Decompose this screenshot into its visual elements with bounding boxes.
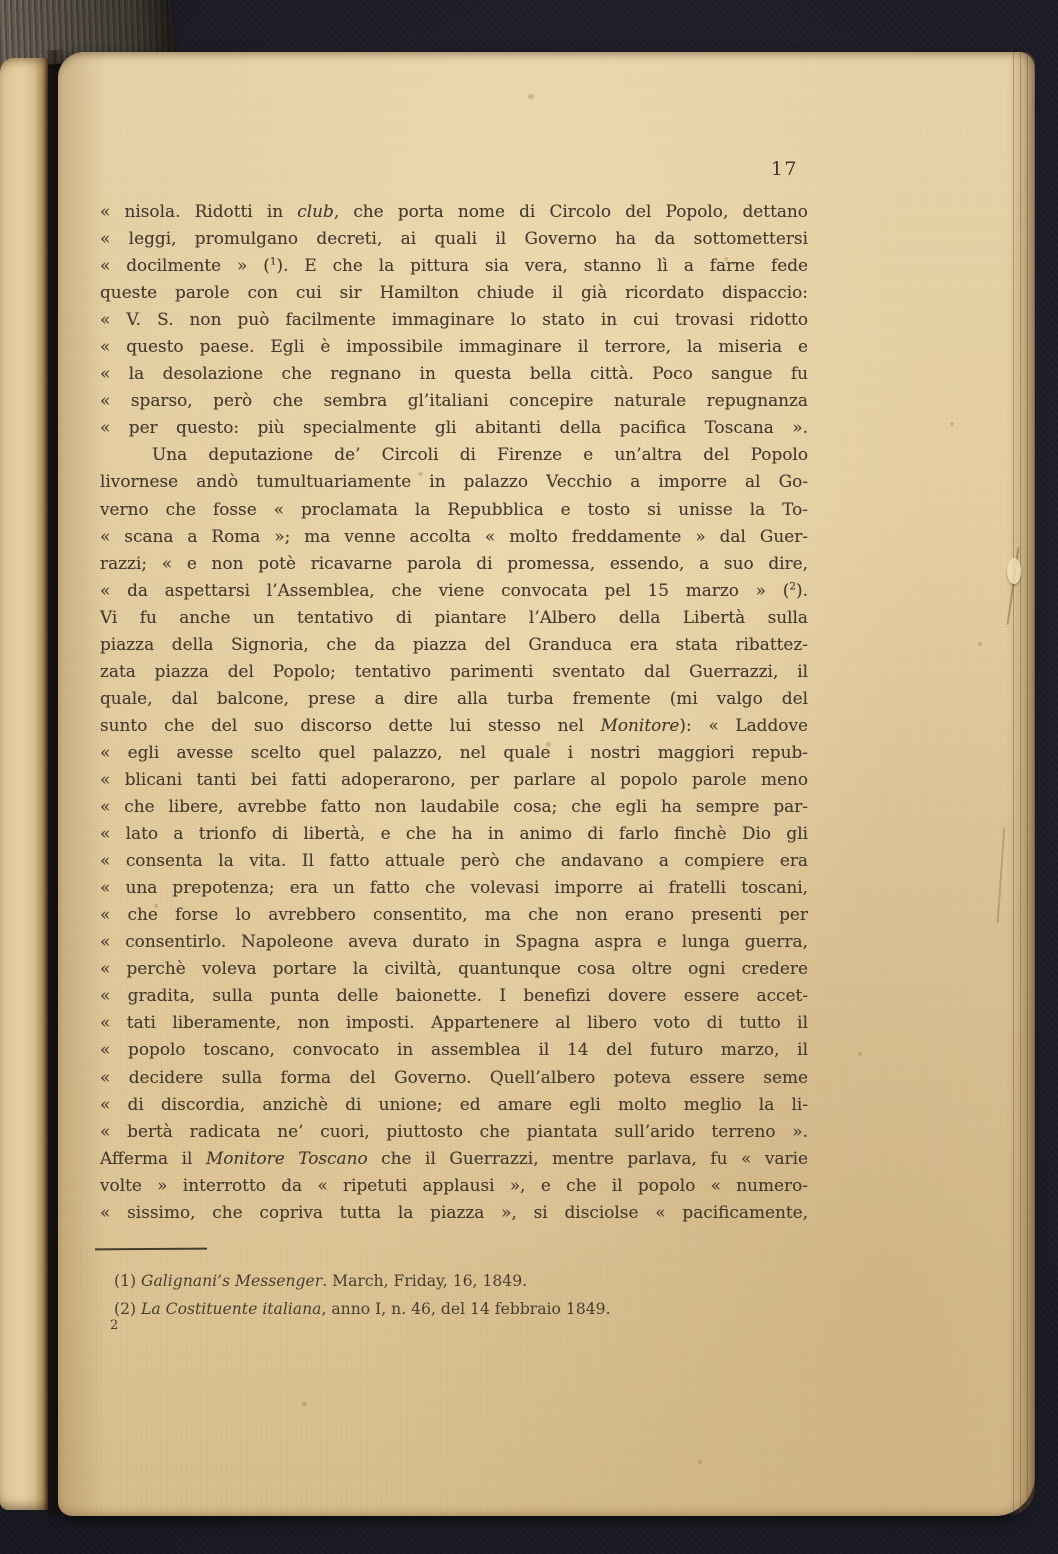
text-line: « blicani tanti bei fatti adoperarono, per parlare al popolo parole meno	[100, 768, 808, 789]
footnotes	[114, 1268, 714, 1323]
text-line: « che libere, avrebbe fatto non laudabile cosa; che egli ha sempre par-	[100, 796, 808, 817]
foxing-spot	[978, 642, 982, 646]
body-text	[100, 198, 808, 1226]
footnote-line: (2) La Costituente italiana, anno I, n. 46, del 14 febbraio 1849.	[114, 1299, 611, 1318]
page-edge-crease	[996, 827, 1004, 923]
text-line: « gradita, sulla punta delle baionette. I benefizi dovere essere accet-	[100, 985, 808, 1006]
text-line: « sparso, però che sembra gl’italiani concepire naturale repugnanza	[100, 390, 808, 411]
text-line: razzi; « e non potè ricavarne parola di promessa, essendo, a suo dire,	[100, 552, 808, 573]
text-line: Una deputazione de’ Circoli di Firenze e un’altra del Popolo	[152, 444, 808, 465]
text-line: « consentirlo. Napoleone aveva durato in Spagna aspra e lunga guerra,	[100, 931, 808, 952]
text-line: « tati liberamente, non imposti. Appartenere al libero voto di tutto il	[100, 1012, 808, 1033]
text-line: « docilmente » ($^1$). E che la pittura sia vera, stanno lì a farne fede	[100, 255, 808, 276]
text-line: verno che fosse « proclamata la Repubblica e tosto si unisse la To-	[100, 498, 808, 519]
text-line: « per questo: più specialmente gli abitanti della pacifica Toscana ».	[100, 417, 808, 438]
text-line: « sissimo, che copriva tutta la piazza », si disciolse « pacificamente,	[100, 1201, 808, 1222]
text-line: « consenta la vita. Il fatto attuale però che andavano a compiere era	[100, 850, 808, 871]
text-line: « una prepotenza; era un fatto che volevasi imporre ai fratelli toscani,	[100, 877, 808, 898]
text-line: « che forse lo avrebbero consentito, ma che non erano presenti per	[100, 904, 808, 925]
foxing-spot	[698, 1460, 702, 1464]
text-line: sunto che del suo discorso dette lui stesso nel Monitore): « Laddove	[100, 714, 808, 735]
signature-mark: 2	[110, 1318, 119, 1333]
foxing-spot	[950, 422, 954, 426]
text-line: « popolo toscano, convocato in assemblea il 14 del futuro marzo, il	[100, 1039, 808, 1060]
foxing-spot	[302, 1402, 307, 1406]
text-line: Afferma il Monitore Toscano che il Guerrazzi, mentre parlava, fu « varie	[100, 1147, 808, 1168]
text-line: « scana a Roma »; ma venne accolta « molto freddamente » dal Guer-	[100, 525, 808, 546]
text-line: « di discordia, anzichè di unione; ed amare egli molto meglio la li-	[100, 1093, 808, 1114]
adjacent-page-edge	[0, 58, 48, 1510]
text-line: queste parole con cui sir Hamilton chiude il già ricordato dispaccio:	[100, 282, 808, 303]
book-page	[58, 52, 1035, 1516]
page-edge-nick	[1007, 558, 1021, 584]
text-line: « leggi, promulgano decreti, ai quali il Governo ha da sottomettersi	[100, 228, 808, 249]
text-line: « egli avesse scelto quel palazzo, nel quale i nostri maggiori repub-	[100, 741, 808, 762]
stacked-page-edges	[1007, 52, 1035, 1516]
text-line: volte » interrotto da « ripetuti applausi », e che il popolo « numero-	[100, 1174, 808, 1195]
foxing-spot	[858, 1052, 862, 1056]
footnote-line: (1) Galignani’s Messenger. March, Friday, 16, 1849.	[114, 1272, 528, 1290]
text-line: « da aspettarsi l’Assemblea, che viene convocata pel 15 marzo » ($^2$).	[100, 579, 808, 600]
text-line: « questo paese. Egli è impossibile immaginare il terrore, la miseria e	[100, 336, 808, 357]
text-line: Vi fu anche un tentativo di piantare l’Albero della Libertà sulla	[100, 606, 808, 627]
text-line: livornese andò tumultuariamente in palazzo Vecchio a imporre al Go-	[100, 471, 808, 492]
foxing-spot	[528, 94, 534, 99]
text-line: « bertà radicata ne’ cuori, piuttosto che piantata sull’arido terreno ».	[100, 1120, 808, 1141]
text-line: zata piazza del Popolo; tentativo parimenti sventato dal Guerrazzi, il	[100, 660, 808, 681]
text-line: « V. S. non può facilmente immaginare lo stato in cui trovasi ridotto	[100, 309, 808, 330]
text-line: « lato a trionfo di libertà, e che ha in animo di farlo finchè Dio gli	[100, 823, 808, 844]
footnote-rule	[95, 1248, 207, 1251]
text-line: quale, dal balcone, prese a dire alla turba fremente (mi valgo del	[100, 687, 808, 708]
text-line: « nisola. Ridotti in club, che porta nome di Circolo del Popolo, dettano	[100, 201, 808, 221]
text-line: « decidere sulla forma del Governo. Quell’albero poteva essere seme	[100, 1066, 808, 1087]
page-number: 17	[770, 158, 798, 180]
text-line: piazza della Signoria, che da piazza del Granduca era stata ribattez-	[100, 633, 808, 654]
text-line: « la desolazione che regnano in questa bella città. Poco sangue fu	[100, 363, 808, 384]
text-line: « perchè voleva portare la civiltà, quantunque cosa oltre ogni credere	[100, 958, 808, 979]
